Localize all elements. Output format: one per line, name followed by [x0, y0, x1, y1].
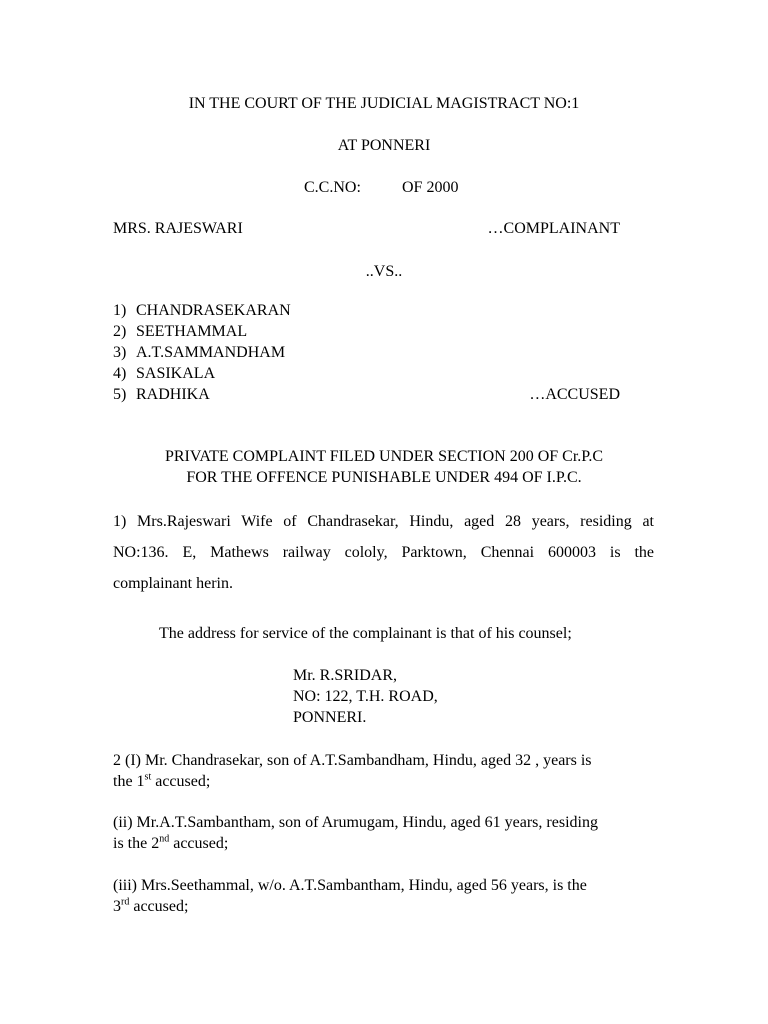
complaint-title-line-2: FOR THE OFFENCE PUNISHABLE UNDER 494 OF I.P.C.: [186, 469, 582, 486]
paragraph-3-text-end: accused;: [169, 835, 229, 852]
complainant-row: [113, 219, 620, 239]
accused-item: [113, 300, 620, 321]
paragraph-4-line-1: (iii) Mrs.Seethammal, w/o. A.T.Sambantham, Hindu, aged 56 years, is the: [113, 877, 587, 894]
paragraph-3-line-2: [113, 833, 654, 854]
accused-name: CHANDRASEKARAN: [136, 302, 291, 319]
paragraph-4-text: 3: [113, 898, 121, 915]
ordinal-suffix: nd: [159, 833, 170, 845]
case-year: OF 2000: [402, 179, 459, 196]
accused-list: [113, 300, 620, 405]
paragraph-2-line-2: [113, 771, 654, 792]
paragraph-3-text: is the 2: [113, 835, 160, 852]
accused-number: 4): [113, 365, 127, 382]
paragraph-1-line-3: complainant herin.: [113, 575, 233, 592]
paragraph-1-line-1: 1) Mrs.Rajeswari Wife of Chandrasekar, Hindu, aged 28 years, residing at: [113, 513, 654, 530]
ordinal-suffix: rd: [121, 896, 130, 908]
counsel-address: [293, 665, 438, 728]
paragraph-1-line-2: NO:136. E, Mathews railway cololy, Parktown, Chennai 600003 is the: [113, 544, 654, 561]
case-number-label: C.C.NO:: [304, 179, 361, 196]
paragraph-4-line-2: [113, 896, 654, 917]
accused-name: RADHIKA: [136, 386, 210, 403]
accused-item: [113, 321, 620, 342]
paragraph-2-line-1: 2 (I) Mr. Chandrasekar, son of A.T.Sambandham, Hindu, aged 32 , years is: [113, 752, 592, 769]
accused-number: 2): [113, 323, 127, 340]
paragraph-4: [113, 875, 654, 917]
paragraph-2-text-end: accused;: [151, 773, 211, 790]
accused-name: SEETHAMMAL: [136, 323, 248, 340]
paragraph-3: [113, 812, 654, 854]
counsel-name: Mr. R.SRIDAR,: [293, 667, 398, 684]
paragraph-1: [113, 506, 654, 599]
accused-item: [113, 363, 620, 384]
paragraph-2-text: the 1: [113, 773, 145, 790]
accused-name: SASIKALA: [136, 365, 216, 382]
paragraph-3-line-1: (ii) Mr.A.T.Sambantham, son of Arumugam, Hindu, aged 61 years, residing: [113, 814, 598, 831]
accused-number: 1): [113, 302, 127, 319]
paragraph-2: [113, 750, 654, 792]
complainant-role: …COMPLAINANT: [487, 220, 620, 237]
accused-role: …ACCUSED: [529, 386, 620, 403]
accused-item: [113, 342, 620, 363]
counsel-town: PONNERI.: [293, 709, 367, 726]
paragraph-4-text-end: accused;: [129, 898, 189, 915]
counsel-street: NO: 122, T.H. ROAD,: [293, 688, 438, 705]
accused-item: [113, 384, 620, 405]
accused-number: 3): [113, 344, 127, 361]
versus-label: ..VS..: [365, 263, 403, 280]
complaint-title-line-1: PRIVATE COMPLAINT FILED UNDER SECTION 200 OF Cr.P.C: [164, 448, 604, 465]
accused-name: A.T.SAMMANDHAM: [136, 344, 286, 361]
complainant-name: MRS. RAJESWARI: [113, 220, 243, 237]
service-address-line: The address for service of the complainant is that of his counsel;: [159, 625, 572, 642]
accused-number: 5): [113, 386, 127, 403]
court-heading: IN THE COURT OF THE JUDICIAL MAGISTRACT NO:1: [188, 95, 580, 112]
ordinal-suffix: st: [144, 771, 152, 783]
court-location: AT PONNERI: [337, 137, 431, 154]
